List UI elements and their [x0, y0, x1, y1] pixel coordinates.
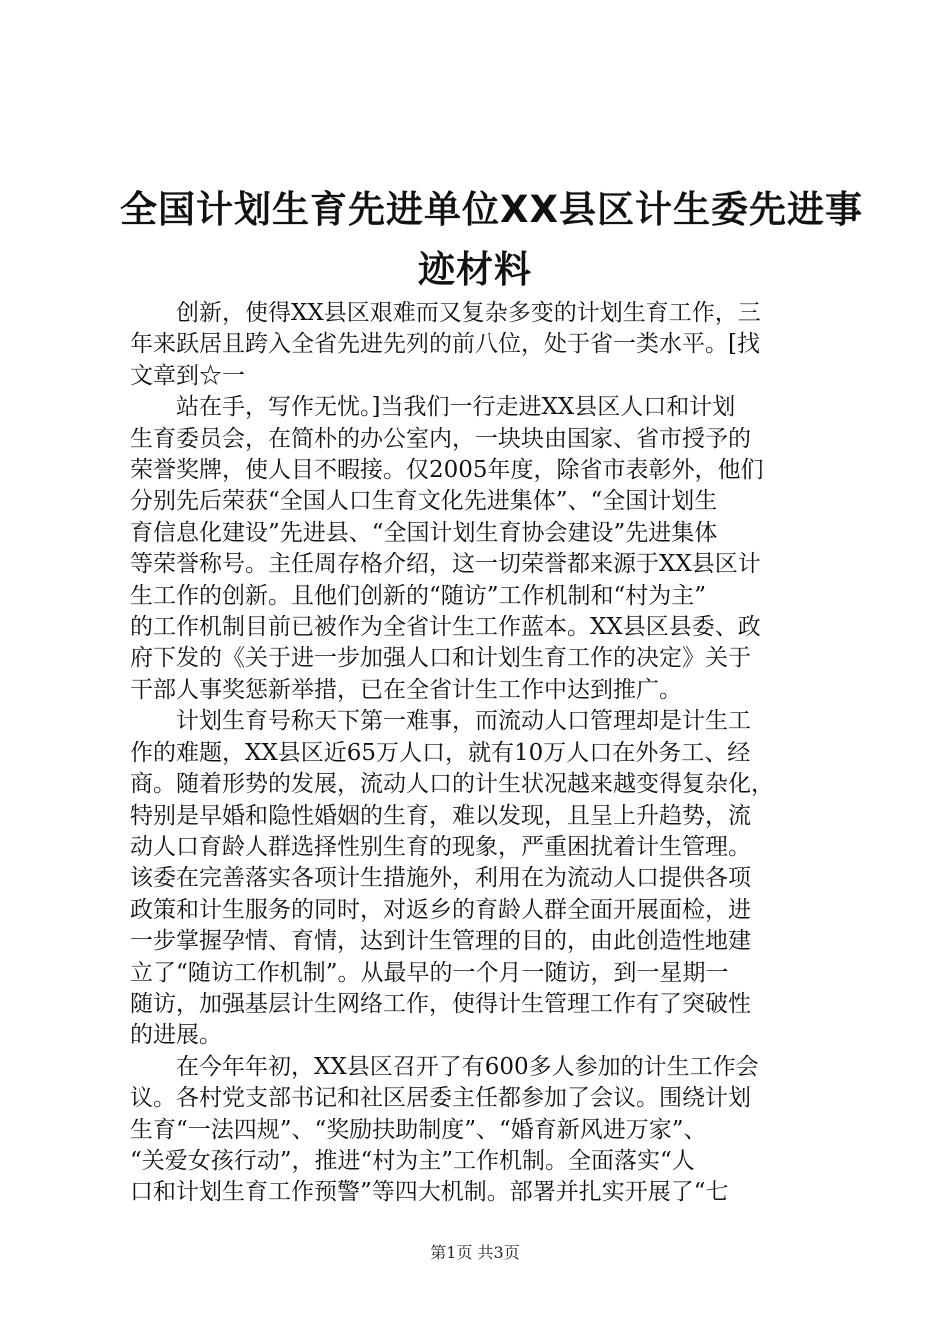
text-line: 文章到☆一	[130, 362, 245, 389]
text-line: 荣誉奖牌，使人目不暇接。仅2005年度，除省市表彰外，他们	[130, 457, 764, 484]
text-line: 立了“随访工作机制”。从最早的一个月一随访，到一星期一	[130, 959, 729, 986]
text-line: 站在手，写作无忧。]当我们一行走进XX县区人口和计划	[176, 394, 736, 421]
text-line: 生育委员会，在简朴的办公室内，一块块由国家、省市授予的	[130, 425, 751, 452]
text-line: 育信息化建设”先进县、“全国计划生育协会建设”先进集体	[130, 519, 718, 546]
paragraph	[130, 1052, 830, 1209]
text-line: 随访，加强基层计生网络工作，使得计生管理工作有了突破性	[130, 990, 751, 1017]
text-line: 在今年年初，XX县区召开了有600多人参加的计生工作会	[176, 1053, 759, 1080]
text-line: 的工作机制目前已被作为全省计生工作蓝本。XX县区县委、政	[130, 614, 761, 641]
text-line: 作的难题，XX县区近65万人口，就有10万人口在外务工、经	[130, 739, 751, 766]
page-footer: 第1页 共3页	[430, 1243, 520, 1262]
text-line: 特别是早婚和隐性婚姻的生育，难以发现，且呈上升趋势，流	[130, 802, 751, 829]
text-line: 生工作的创新。且他们创新的“随访”工作机制和“村为主”	[130, 582, 707, 609]
text-line: 生育“一法四规”、“奖励扶助制度”、“婚育新风进万家”、	[130, 1116, 707, 1143]
text-line: “关爱女孩行动”，推进“村为主”工作机制。全面落实“人	[130, 1147, 695, 1174]
text-line: 口和计划生育工作预警”等四大机制。部署并扎实开展了“七	[130, 1179, 729, 1206]
text-line: 创新，使得XX县区艰难而又复杂多变的计划生育工作，三	[176, 300, 761, 326]
text-line: 政策和计生服务的同时，对返乡的育龄人群全面开展面检，进	[130, 896, 751, 923]
document-body	[130, 298, 830, 1209]
text-line: 分别先后荣获“全国人口生育文化先进集体”、“全国计划生	[130, 488, 718, 515]
text-line: 年来跃居且跨入全省先进先列的前八位，处于省一类水平。[找	[130, 331, 760, 358]
text-line: 的进展。	[130, 1022, 222, 1049]
title-line: 迹材料	[418, 248, 532, 291]
text-line: 一步掌握孕情、育情，达到计生管理的目的，由此创造性地建	[130, 928, 751, 955]
text-line: 府下发的《关于进一步加强人口和计划生育工作的决定》关于	[130, 645, 751, 672]
text-line: 该委在完善落实各项计生措施外，利用在为流动人口提供各项	[130, 865, 751, 892]
paragraph	[130, 392, 830, 706]
document-title	[120, 180, 864, 300]
text-line: 商。随着形势的发展，流动人口的计生状况越来越变得复杂化，	[130, 771, 774, 798]
text-line: 等荣誉称号。主任周存格介绍，这一切荣誉都来源于XX县区计	[130, 551, 761, 578]
paragraph	[130, 298, 830, 392]
text-line: 干部人事奖惩新举措，已在全省计生工作中达到推广。	[130, 676, 682, 703]
text-line: 议。各村党支部书记和社区居委主任都参加了会议。围绕计划	[130, 1085, 751, 1112]
text-line: 动人口育龄人群选择性别生育的现象，严重困扰着计生管理。	[130, 833, 751, 860]
text-line: 计划生育号称天下第一难事，而流动人口管理却是计生工	[176, 708, 751, 735]
paragraph	[130, 706, 830, 1051]
title-line: 全国计划生育先进单位XX县区计生委先进事	[120, 188, 864, 231]
